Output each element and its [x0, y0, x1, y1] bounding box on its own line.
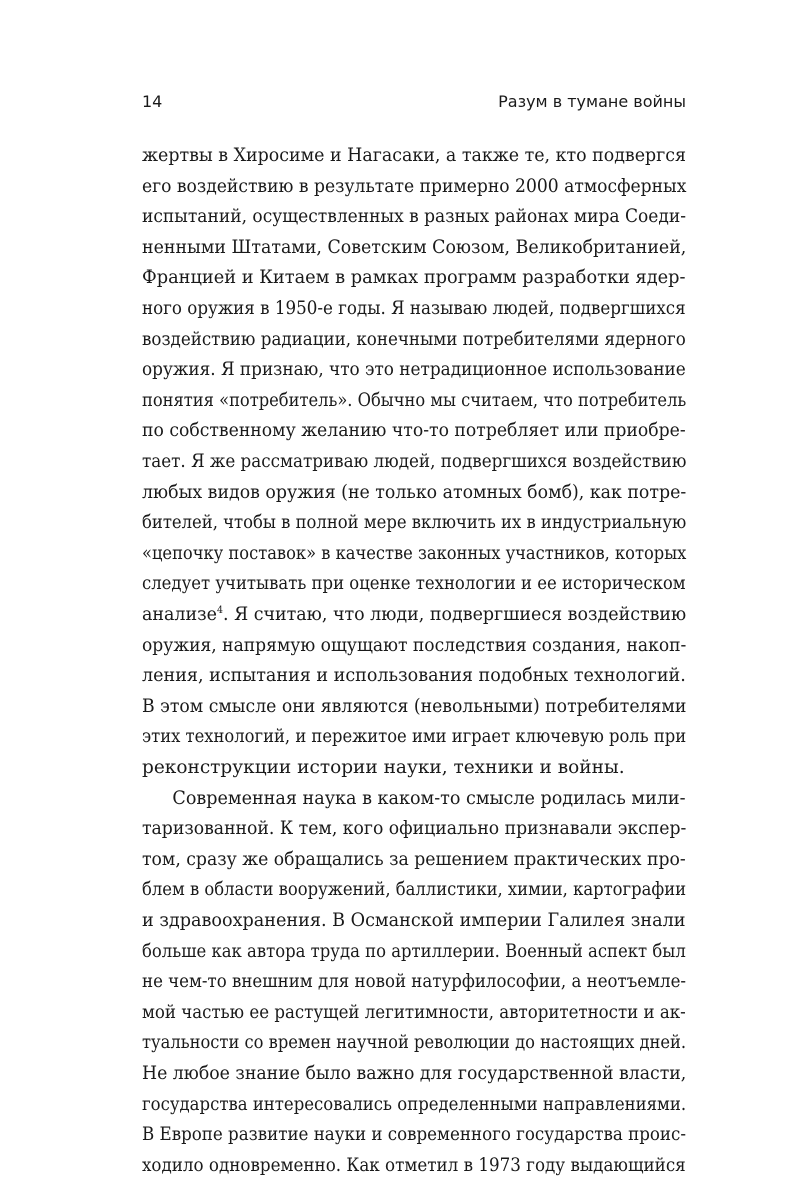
text-line: мой частью ее растущей легитимности, авторитетности и ак- — [142, 1001, 686, 1023]
text-line: оружия. Я признаю, что это нетрадиционное использование — [142, 359, 686, 381]
text-line: бителей, чтобы в полной мере включить их в индустриальную — [142, 512, 687, 534]
text-line: не чем-то внешним для новой натурфилософии, а неотъемле- — [142, 971, 687, 993]
text-line-with-footnote — [142, 600, 687, 631]
text-line: тает. Я же рассматриваю людей, подвергшихся воздействию — [142, 451, 687, 472]
page-header — [142, 92, 686, 116]
text-line: том, сразу же обращались за решением практических про- — [142, 848, 686, 870]
text-line: таризованной. К тем, кого официально признавали экспер- — [142, 818, 687, 840]
text-line: любых видов оружия (не только атомных бомб), как потре- — [142, 481, 687, 503]
text-line: жертвы в Хиросиме и Нагасаки, а также те, кто подвергся — [142, 145, 687, 166]
text-line: больше как автора труда по артиллерии. Военный аспект был — [142, 940, 686, 962]
text-line: реконструкции истории науки, техники и войны. — [142, 757, 625, 778]
page-number: 14 — [142, 92, 163, 111]
running-title: Разум в тумане войны — [498, 92, 686, 111]
line-start: анализе — [142, 604, 217, 625]
text-line: ления, испытания и использования подобных технологий. — [142, 665, 686, 687]
text-line-paragraph-start: Современная наука в каком-то смысле родилась мили- — [172, 787, 686, 809]
text-line: В Европе развитие науки и современного государства проис- — [142, 1124, 686, 1146]
text-line: туальности со времен научной революции до настоящих дней. — [142, 1032, 687, 1054]
text-line: Францией и Китаем в рамках программ разработки ядер- — [142, 267, 686, 289]
text-line: понятия «потребитель». Обычно мы считаем, что потребитель — [142, 389, 687, 411]
text-line: воздействию радиации, конечными потребителями ядерного — [142, 328, 686, 350]
text-line: ного оружия в 1950-е годы. Я называю людей, подвергшихся — [142, 298, 686, 319]
text-line: оружия, напрямую ощущают последствия создания, накоп- — [142, 634, 687, 656]
text-line: испытаний, осуществленных в разных районах мира Соеди- — [142, 206, 687, 228]
text-line: «цепочку поставок» в качестве законных участников, которых — [142, 542, 687, 564]
text-line: государства интересовались определенными направлениями. — [142, 1093, 687, 1115]
text-line: ненными Штатами, Советским Союзом, Великобританией, — [142, 236, 687, 258]
line-end: . Я считаю, что люди, подвергшиеся воздействию — [222, 604, 687, 625]
text-line: блем в области вооружений, баллистики, химии, картографии — [142, 879, 687, 901]
text-line: и здравоохранения. В Османской империи Галилея знали — [142, 910, 686, 931]
text-line: Не любое знание было важно для государственной власти, — [142, 1063, 687, 1084]
text-line: этих технологий, и пережитое ими играет ключевую роль при — [142, 726, 687, 748]
text-line: ходило одновременно. Как отметил в 1973 году выдающийся — [142, 1154, 686, 1176]
text-line: его воздействию в результате примерно 2000 атмосферных — [142, 175, 687, 197]
text-line: В этом смысле они являются (невольными) потребителями — [142, 695, 687, 717]
footnote-reference[interactable]: 4 — [216, 604, 223, 616]
text-line: по собственному желанию что-то потребляет или приобре- — [142, 420, 686, 442]
text-line: следует учитывать при оценке технологии и ее историческом — [142, 573, 686, 595]
